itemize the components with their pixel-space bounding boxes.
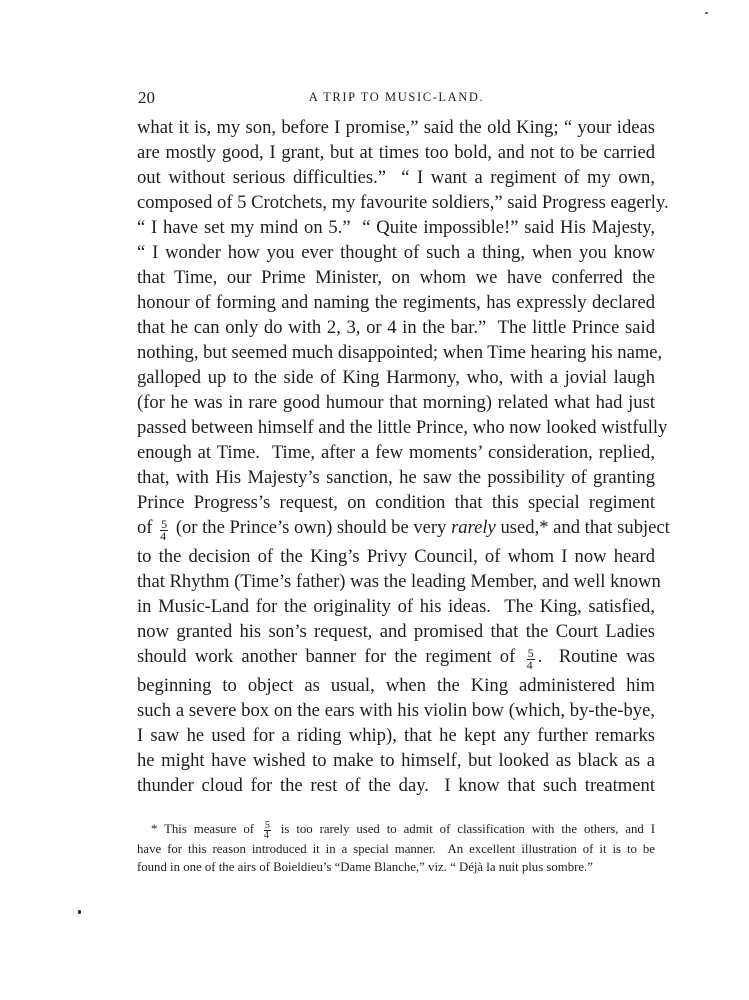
scan-speck	[705, 12, 708, 14]
text-line: to the decision of the King’s Privy Council, of whom I now heard	[137, 546, 655, 567]
text-line: nothing, but seemed much disappointed; when Time hearing his name,	[137, 342, 663, 363]
text-line: are mostly good, I grant, but at times too bold, and not to be carried	[137, 142, 655, 163]
footnote-line: found in one of the airs of Boieldieu’s “Dame Blanche,” viz. “ Déjà la nuit plus sombre.”	[137, 860, 593, 874]
footnote-line: have for this reason introduced it in a special manner. An excellent illustration of it is to be	[137, 842, 655, 856]
time-signature-fraction: $\frac{5}{4}$	[160, 517, 168, 543]
text-line: thunder cloud for the rest of the day. I know that such treatment	[137, 775, 655, 796]
text-line: honour of forming and naming the regiments, has expressly declared	[137, 292, 655, 313]
time-signature-fraction: $\frac{5}{4}$	[263, 820, 270, 841]
text-line: “ I wonder how you ever thought of such a thing, when you know	[137, 242, 655, 263]
scan-speck	[78, 910, 81, 914]
text-line: galloped up to the side of King Harmony, who, with a jovial laugh	[137, 367, 655, 388]
text-line: “ I have set my mind on 5.” “ Quite impossible!” said His Majesty,	[137, 217, 655, 238]
footnote-line: * This measure of $\frac{5}{4}$ is too rarely used to admit of classification with the others, and I	[151, 820, 656, 841]
text-line: now granted his son’s request, and promised that the Court Ladies	[137, 621, 655, 642]
text-line: passed between himself and the little Prince, who now looked wistfully	[137, 417, 668, 438]
page-header	[138, 88, 655, 112]
text-line-with-fraction: should work another banner for the regiment of $\frac{5}{4}$ . Routine was	[137, 646, 656, 672]
italic-emphasis: rarely	[451, 517, 496, 538]
running-title: A TRIP TO MUSIC-LAND.	[308, 90, 485, 104]
text-line: that Rhythm (Time’s father) was the leading Member, and well known	[137, 571, 661, 592]
text-line-with-fraction: of $\frac{5}{4}$ (or the Prince’s own) should be very rarely used,* and that subject	[137, 517, 670, 543]
text-line: such a severe box on the ears with his violin bow (which, by-the-bye,	[137, 700, 655, 721]
text-line: Prince Progress’s request, on condition that this special regiment	[137, 492, 655, 513]
text-line: that he can only do with 2, 3, or 4 in the bar.” The little Prince said	[137, 317, 655, 338]
time-signature-fraction: $\frac{5}{4}$	[526, 646, 534, 672]
page-number: 20	[138, 88, 155, 107]
text-line: what it is, my son, before I promise,” said the old King; “ your ideas	[137, 117, 655, 138]
text-line: I saw he used for a riding whip), that he kept any further remarks	[137, 725, 655, 746]
footnote	[137, 820, 655, 876]
text-line: he might have wished to make to himself, but looked as black as a	[137, 750, 655, 771]
text-line: enough at Time. Time, after a few moments’ consideration, replied,	[137, 442, 655, 463]
text-line: (for he was in rare good humour that morning) related what had just	[137, 392, 655, 413]
body-text	[137, 115, 670, 798]
text-line: beginning to object as usual, when the King administered him	[137, 675, 655, 696]
text-line: that, with His Majesty’s sanction, he saw the possibility of granting	[137, 467, 655, 488]
text-line: composed of 5 Crotchets, my favourite soldiers,” said Progress eagerly.	[137, 192, 669, 213]
text-line: out without serious difficulties.” “ I want a regiment of my own,	[137, 167, 655, 188]
text-line: in Music-Land for the originality of his ideas. The King, satisfied,	[137, 596, 655, 617]
text-line: that Time, our Prime Minister, on whom we have conferred the	[137, 267, 655, 288]
